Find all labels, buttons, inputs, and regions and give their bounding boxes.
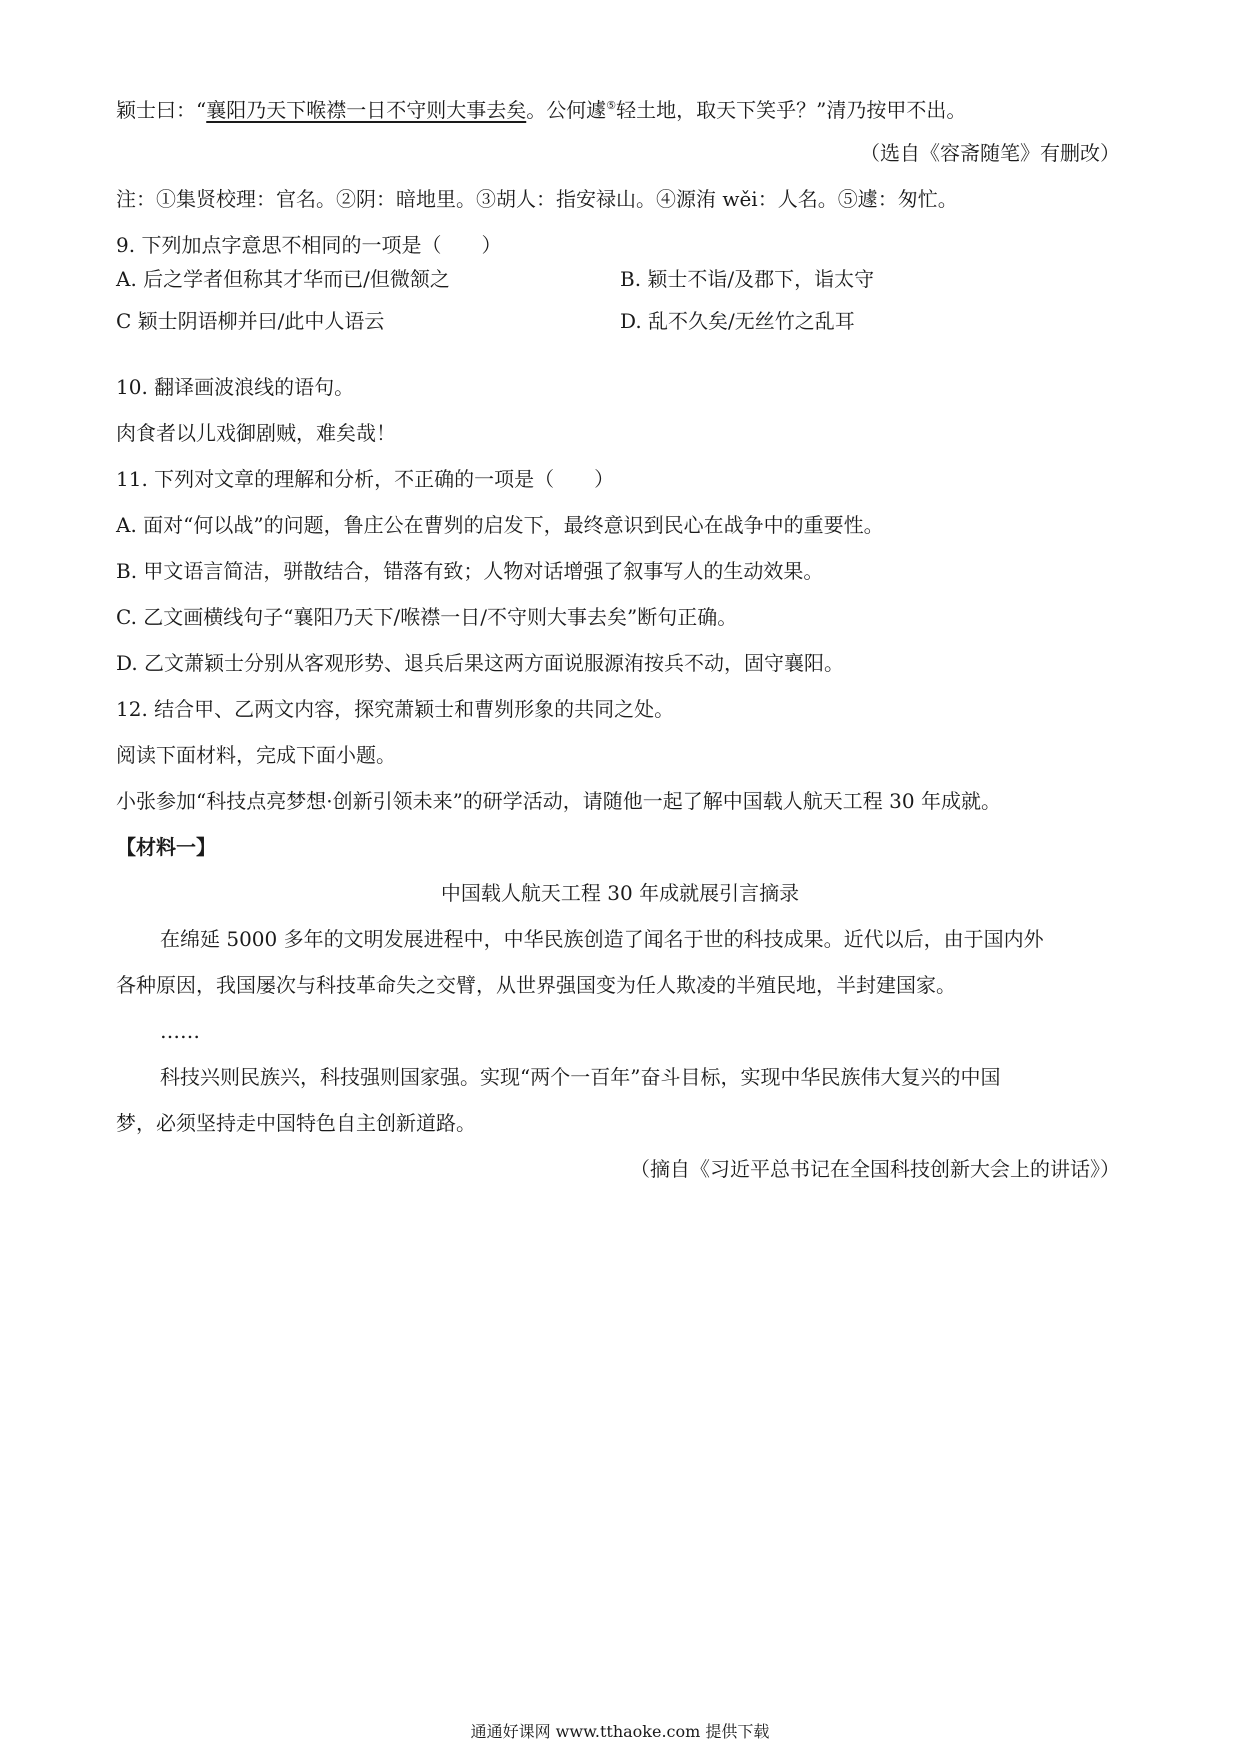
q11-option-d: D. 乙文萧颖士分别从客观形势、退兵后果这两方面说服源洧按兵不动，固守襄阳。 xyxy=(116,651,845,675)
passage-notes: 注：①集贤校理：官名。②阴：暗地里。③胡人：指安禄山。④源洧 wěi：人名。⑤遽：匆忙。 xyxy=(116,187,958,211)
page-footer: 通通好课网 www.tthaoke.com 提供下载 xyxy=(470,1722,770,1741)
passage-line-1 xyxy=(116,93,966,123)
footnote-marker: ⑤ xyxy=(606,99,617,112)
reading-intro: 阅读下面材料，完成下面小题。 xyxy=(116,743,396,767)
q9-option-c: C 颖士阴语柳并曰/此中人语云 xyxy=(116,309,385,333)
reading-activity: 小张参加“科技点亮梦想·创新引领未来”的研学活动，请随他一起了解中国载人航天工程 30 年成就。 xyxy=(116,789,1001,813)
q9-option-d: D. 乱不久矣/无丝竹之乱耳 xyxy=(620,309,855,333)
q10-stem: 10. 翻译画波浪线的语句。 xyxy=(116,375,355,399)
q10-sentence: 肉食者以儿戏御剧贼，难矣哉！ xyxy=(116,421,396,445)
passage-suffix: 轻土地，取天下笑乎？”清乃按甲不出。 xyxy=(616,98,967,122)
material-para2-line2: 梦，必须坚持走中国特色自主创新道路。 xyxy=(116,1111,476,1135)
material-para1-line1: 在绵延 5000 多年的文明发展进程中，中华民族创造了闻名于世的科技成果。近代以后，由于国内外 xyxy=(160,927,1044,951)
q11-option-c: C. 乙文画横线句子“襄阳乃天下/喉襟一日/不守则大事去矣”断句正确。 xyxy=(116,605,738,629)
q9-stem: 9. 下列加点字意思不相同的一项是（ ） xyxy=(116,233,502,257)
q11-stem: 11. 下列对文章的理解和分析，不正确的一项是（ ） xyxy=(116,467,615,491)
material-ellipsis: …… xyxy=(160,1019,200,1043)
underlined-sentence: 襄阳乃天下喉襟一日不守则大事去矣 xyxy=(206,98,527,122)
material-para2-line1: 科技兴则民族兴，科技强则国家强。实现“两个一百年”奋斗目标，实现中华民族伟大复兴的中国 xyxy=(160,1065,1001,1089)
material-label: 【材料一】 xyxy=(116,835,216,859)
q11-option-b: B. 甲文语言简洁，骈散结合，错落有致；人物对话增强了叙事写人的生动效果。 xyxy=(116,559,824,583)
q9-option-a: A. 后之学者但称其才华而已/但微颔之 xyxy=(116,267,450,291)
material-para1-line2: 各种原因，我国屡次与科技革命失之交臂，从世界强国变为任人欺凌的半殖民地，半封建国家。 xyxy=(116,973,956,997)
material-title: 中国载人航天工程 30 年成就展引言摘录 xyxy=(440,881,800,905)
q9-option-b: B. 颖士不诣/及郡下，诣太守 xyxy=(620,267,875,291)
material-source: （摘自《习近平总书记在全国科技创新大会上的讲话》） xyxy=(630,1157,1120,1181)
passage-source: （选自《容斋随笔》有删改） xyxy=(860,141,1120,165)
passage-mid: 。公何遽 xyxy=(526,98,607,122)
q12-stem: 12. 结合甲、乙两文内容，探究萧颖士和曹刿形象的共同之处。 xyxy=(116,697,675,721)
q11-option-a: A. 面对“何以战”的问题，鲁庄公在曹刿的启发下，最终意识到民心在战争中的重要性。 xyxy=(116,513,884,537)
passage-prefix: 颖士曰：“ xyxy=(116,98,207,122)
